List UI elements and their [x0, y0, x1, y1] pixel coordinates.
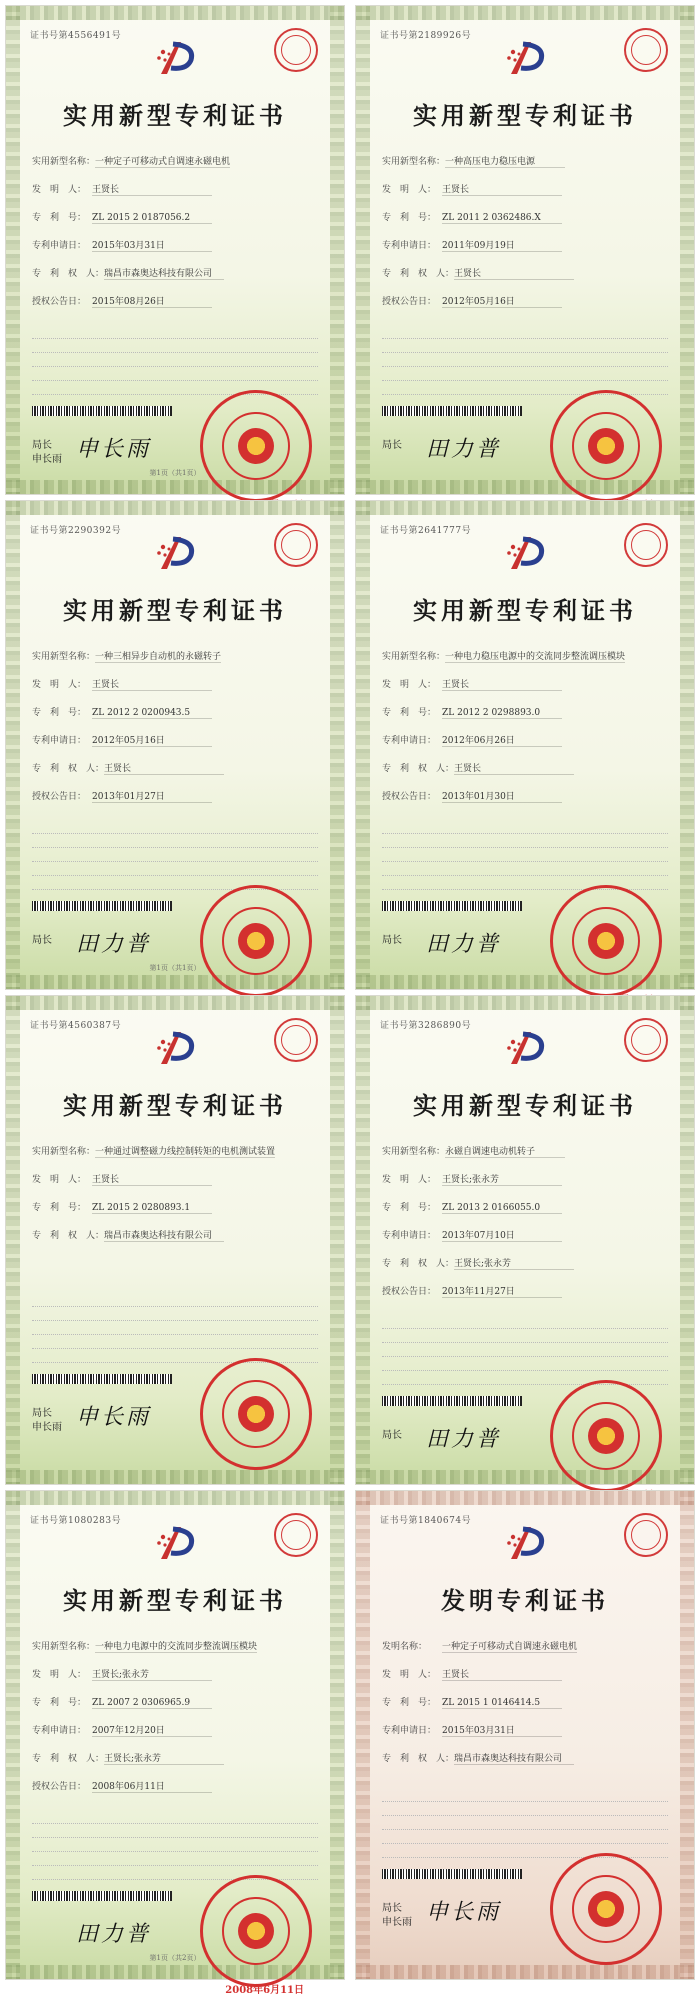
- page-number: 第1页（共1页）: [149, 469, 201, 477]
- field-label: 授权公告日：: [32, 792, 87, 802]
- small-seal-icon: [624, 28, 668, 72]
- field-label: 实用新型名称：: [382, 157, 446, 167]
- certificate-body-text: [32, 823, 318, 893]
- field-value: 2011年09月19日: [442, 238, 562, 252]
- border-decoration: [6, 6, 20, 494]
- certificate-field: [382, 238, 562, 252]
- field-value: 一种定子可移动式自调速永磁电机: [442, 1639, 577, 1653]
- certificate-field: [32, 1723, 212, 1737]
- field-value: 2008年06月11日: [92, 1779, 212, 1793]
- field-label: 实用新型名称：: [32, 652, 96, 662]
- field-value: 瑞昌市森奥达科技有限公司: [454, 1751, 574, 1765]
- national-emblem-seal-icon: [200, 390, 312, 502]
- field-label: 专 利 号：: [32, 213, 87, 223]
- certificate-field: [382, 1695, 562, 1709]
- field-value: 2007年12月20日: [92, 1723, 212, 1737]
- field-value: ZL 2012 2 0298893.0: [442, 708, 562, 719]
- certificate-title: 发明专利证书: [441, 1586, 609, 1615]
- field-value: ZL 2013 2 0166055.0: [442, 1203, 562, 1214]
- certificate-field: [382, 182, 562, 196]
- field-label: 专利申请日：: [382, 241, 437, 251]
- field-value: 王贤长;张永芳: [92, 1667, 212, 1681]
- certificate-field: [32, 705, 212, 719]
- field-value: ZL 2011 2 0362486.X: [442, 213, 562, 224]
- field-label: 专 利 权 人：: [32, 764, 105, 774]
- field-value: 一种通过调整磁力线控制转矩的电机测试装置: [95, 1144, 275, 1158]
- barcode-icon: [32, 901, 172, 911]
- certificate-field: [382, 1144, 565, 1158]
- border-decoration: [6, 996, 20, 1484]
- patent-certificate: [5, 500, 345, 990]
- certificate-number: 证书号第2290392号: [30, 526, 122, 536]
- field-value: 2012年05月16日: [442, 294, 562, 308]
- certificate-field: [382, 1256, 574, 1270]
- patent-office-logo-icon: [501, 1024, 553, 1076]
- national-emblem-seal-icon: [200, 1875, 312, 1987]
- barcode-icon: [32, 1891, 172, 1901]
- certificate-field: [382, 1284, 562, 1298]
- signature: 田力普: [426, 1427, 502, 1452]
- field-value: 王贤长: [442, 677, 562, 691]
- patent-certificate: [5, 1490, 345, 1996]
- certificate-field: [32, 1200, 212, 1214]
- certificate-number: 证书号第2641777号: [380, 526, 472, 536]
- field-label: 专 利 号：: [32, 1203, 87, 1213]
- certificate-body-text: [32, 328, 318, 398]
- field-label: 专利申请日：: [32, 1726, 87, 1736]
- official-title: 局长: [382, 1430, 402, 1441]
- field-value: 王贤长: [442, 182, 562, 196]
- patent-certificate: [5, 5, 345, 495]
- certificate-field: [382, 1667, 562, 1681]
- field-value: 2013年01月27日: [92, 789, 212, 803]
- border-decoration: [330, 6, 344, 494]
- field-label: 授权公告日：: [382, 792, 437, 802]
- certificate-field: [382, 154, 565, 168]
- field-label: 授权公告日：: [382, 297, 437, 307]
- field-value: 王贤长;张永芳: [442, 1172, 562, 1186]
- field-label: 发 明 人：: [382, 1175, 437, 1185]
- official-title: 局长: [382, 440, 402, 451]
- certificate-field: [32, 677, 212, 691]
- field-value: 2015年03月31日: [442, 1723, 562, 1737]
- small-seal-icon: [274, 523, 318, 567]
- barcode-icon: [382, 1396, 522, 1406]
- certificate-field: [32, 789, 212, 803]
- field-label: 专 利 号：: [32, 1698, 87, 1708]
- certificate-number: 证书号第4560387号: [30, 1021, 122, 1031]
- field-label: 专 利 号：: [32, 708, 87, 718]
- certificate-field: [32, 1751, 224, 1765]
- field-label: 发 明 人：: [382, 680, 437, 690]
- field-value: ZL 2007 2 0306965.9: [92, 1698, 212, 1709]
- field-label: 专 利 权 人：: [382, 269, 455, 279]
- field-value: 2013年11月27日: [442, 1284, 562, 1298]
- border-decoration: [330, 1491, 344, 1979]
- certificate-field: [32, 649, 221, 663]
- certificate-title: 实用新型专利证书: [413, 596, 637, 625]
- field-value: ZL 2015 1 0146414.5: [442, 1698, 562, 1709]
- field-value: 2013年07月10日: [442, 1228, 562, 1242]
- border-decoration: [6, 501, 344, 515]
- field-value: 王贤长;张永芳: [104, 1751, 224, 1765]
- patent-certificate: [355, 1490, 695, 1980]
- field-label: 发 明 人：: [32, 1670, 87, 1680]
- border-decoration: [680, 6, 694, 494]
- certificate-title: 实用新型专利证书: [63, 596, 287, 625]
- signature: 申长雨: [76, 437, 152, 462]
- national-emblem-seal-icon: [550, 390, 662, 502]
- field-label: 专利申请日：: [32, 736, 87, 746]
- border-decoration: [356, 996, 694, 1010]
- field-value: 王贤长: [442, 1667, 562, 1681]
- field-label: 专 利 号：: [382, 1698, 437, 1708]
- field-label: 发明名称：: [382, 1642, 428, 1652]
- certificate-field: [32, 238, 212, 252]
- field-label: 发 明 人：: [32, 680, 87, 690]
- certificate-field: [382, 1723, 562, 1737]
- patent-certificate: [355, 5, 695, 495]
- border-decoration: [330, 501, 344, 989]
- field-value: 王贤长: [104, 761, 224, 775]
- field-label: 专 利 权 人：: [382, 1259, 455, 1269]
- certificate-field: [382, 1172, 562, 1186]
- field-value: 2012年06月26日: [442, 733, 562, 747]
- patent-office-logo-icon: [151, 1519, 203, 1571]
- national-emblem-seal-icon: [550, 1380, 662, 1492]
- border-decoration: [6, 996, 344, 1010]
- border-decoration: [356, 1965, 694, 1979]
- field-label: 授权公告日：: [382, 1287, 437, 1297]
- official-title: 局长: [32, 1408, 52, 1419]
- field-value: 一种高压电力稳压电源: [445, 154, 565, 168]
- certificate-field: [382, 266, 574, 280]
- field-label: 实用新型名称：: [382, 1147, 446, 1157]
- certificate-number: 证书号第2189926号: [380, 31, 472, 41]
- signature: 申长雨: [76, 1405, 152, 1430]
- certificate-field: [32, 1144, 275, 1158]
- border-decoration: [6, 1491, 20, 1979]
- patent-office-logo-icon: [151, 1024, 203, 1076]
- field-label: 发 明 人：: [32, 185, 87, 195]
- official-title: 局长: [382, 935, 402, 946]
- field-value: 王贤长;张永芳: [454, 1256, 574, 1270]
- national-emblem-seal-icon: [200, 1358, 312, 1470]
- border-decoration: [356, 996, 370, 1484]
- field-label: 授权公告日：: [32, 1782, 87, 1792]
- certificate-body-text: [32, 1296, 318, 1366]
- barcode-icon: [382, 406, 522, 416]
- border-decoration: [6, 6, 344, 20]
- page-number: 第1页（共1页）: [149, 964, 201, 972]
- border-decoration: [680, 1491, 694, 1979]
- field-label: 专 利 权 人：: [32, 269, 105, 279]
- field-value: 王贤长: [92, 182, 212, 196]
- certificate-field: [32, 182, 212, 196]
- barcode-icon: [382, 1869, 522, 1879]
- certificate-field: [32, 294, 212, 308]
- field-label: 专 利 权 人：: [382, 764, 455, 774]
- field-label: 专利申请日：: [382, 1726, 437, 1736]
- certificate-title: 实用新型专利证书: [63, 1091, 287, 1120]
- field-value: 2013年01月30日: [442, 789, 562, 803]
- small-seal-icon: [624, 1513, 668, 1557]
- patent-certificate: [5, 995, 345, 1485]
- page-number: 第1页（共2页）: [149, 1954, 201, 1962]
- certificate-field: [382, 789, 562, 803]
- field-value: 2015年03月31日: [92, 238, 212, 252]
- signature: 申长雨: [426, 1900, 502, 1925]
- field-value: 瑞昌市森奥达科技有限公司: [104, 1228, 224, 1242]
- border-decoration: [6, 1470, 344, 1484]
- field-label: 专 利 权 人：: [382, 1754, 455, 1764]
- border-decoration: [680, 996, 694, 1484]
- official-title: 申长雨: [32, 454, 62, 465]
- field-value: 王贤长: [92, 677, 212, 691]
- small-seal-icon: [274, 1018, 318, 1062]
- field-value: 王贤长: [454, 761, 574, 775]
- barcode-icon: [32, 1374, 172, 1384]
- certificate-field: [32, 1639, 257, 1653]
- field-value: 一种定子可移动式自调速永磁电机: [95, 154, 230, 168]
- certificate-field: [32, 154, 230, 168]
- certificate-title: 实用新型专利证书: [63, 101, 287, 130]
- national-emblem-seal-icon: [550, 885, 662, 997]
- field-value: 2012年05月16日: [92, 733, 212, 747]
- field-label: 专 利 号：: [382, 213, 437, 223]
- certificate-field: [382, 1751, 574, 1765]
- certificate-field: [382, 733, 562, 747]
- field-value: ZL 2015 2 0187056.2: [92, 213, 212, 224]
- certificate-field: [32, 266, 224, 280]
- certificate-number: 证书号第1080283号: [30, 1516, 122, 1526]
- certificate-title: 实用新型专利证书: [63, 1586, 287, 1615]
- border-decoration: [356, 501, 370, 989]
- certificate-body-text: [382, 823, 668, 893]
- certificate-field: [382, 761, 574, 775]
- border-decoration: [356, 1491, 694, 1505]
- certificate-field: [382, 649, 625, 663]
- national-emblem-seal-icon: [200, 885, 312, 997]
- field-label: 实用新型名称：: [32, 1147, 96, 1157]
- official-title: 申长雨: [382, 1917, 412, 1928]
- signature: 田力普: [76, 1922, 152, 1947]
- field-label: 授权公告日：: [32, 297, 87, 307]
- field-label: 实用新型名称：: [32, 157, 96, 167]
- field-value: 一种三相异步自动机的永磁转子: [95, 649, 221, 663]
- patent-certificate: [355, 500, 695, 990]
- field-value: 王贤长: [454, 266, 574, 280]
- official-title: 局长: [32, 440, 52, 451]
- signature: 田力普: [426, 437, 502, 462]
- certificate-field: [32, 761, 224, 775]
- field-value: ZL 2015 2 0280893.1: [92, 1203, 212, 1214]
- certificate-number: 证书号第3286890号: [380, 1021, 472, 1031]
- official-title: 局长: [382, 1903, 402, 1914]
- certificate-title: 实用新型专利证书: [413, 1091, 637, 1120]
- certificate-field: [32, 1172, 212, 1186]
- field-value: 永磁自调速电动机转子: [445, 1144, 565, 1158]
- border-decoration: [6, 501, 20, 989]
- patent-office-logo-icon: [501, 1519, 553, 1571]
- field-label: 专 利 权 人：: [32, 1231, 105, 1241]
- field-label: 专利申请日：: [382, 736, 437, 746]
- certificate-field: [382, 1228, 562, 1242]
- signature: 田力普: [76, 932, 152, 957]
- certificate-body-text: [32, 1813, 318, 1883]
- certificate-field: [382, 677, 562, 691]
- certificate-number: 证书号第4556491号: [30, 31, 122, 41]
- field-label: 实用新型名称：: [32, 1642, 96, 1652]
- field-value: 一种电力稳压电源中的交流同步整流调压模块: [445, 649, 625, 663]
- field-value: 王贤长: [92, 1172, 212, 1186]
- border-decoration: [6, 1491, 344, 1505]
- border-decoration: [356, 6, 694, 20]
- field-label: 专利申请日：: [382, 1231, 437, 1241]
- border-decoration: [356, 501, 694, 515]
- patent-certificate: [355, 995, 695, 1485]
- certificate-body-text: [382, 1791, 668, 1861]
- border-decoration: [330, 996, 344, 1484]
- barcode-icon: [382, 901, 522, 911]
- certificate-field: [32, 210, 212, 224]
- field-label: 专 利 权 人：: [32, 1754, 105, 1764]
- field-label: 专 利 号：: [382, 708, 437, 718]
- small-seal-icon: [624, 523, 668, 567]
- certificate-number: 证书号第1840674号: [380, 1516, 472, 1526]
- patent-office-logo-icon: [501, 34, 553, 86]
- border-decoration: [356, 1491, 370, 1979]
- field-label: 发 明 人：: [32, 1175, 87, 1185]
- patent-office-logo-icon: [501, 529, 553, 581]
- certificate-field: [32, 1228, 224, 1242]
- field-value: 一种电力电源中的交流同步整流调压模块: [95, 1639, 257, 1653]
- national-emblem-seal-icon: [550, 1853, 662, 1965]
- certificate-field: [382, 705, 562, 719]
- certificate-body-text: [382, 328, 668, 398]
- field-value: 2015年08月26日: [92, 294, 212, 308]
- border-decoration: [680, 501, 694, 989]
- certificate-field: [32, 1667, 212, 1681]
- small-seal-icon: [274, 28, 318, 72]
- patent-office-logo-icon: [151, 529, 203, 581]
- certificate-body-text: [382, 1318, 668, 1388]
- field-label: 实用新型名称：: [382, 652, 446, 662]
- certificate-field: [382, 294, 562, 308]
- patent-office-logo-icon: [151, 34, 203, 86]
- small-seal-icon: [624, 1018, 668, 1062]
- certificate-field: [382, 1200, 562, 1214]
- field-label: 专利申请日：: [32, 241, 87, 251]
- border-decoration: [356, 6, 370, 494]
- signature: 田力普: [426, 932, 502, 957]
- certificate-field: [32, 1779, 212, 1793]
- seal-date: 2008年6月11日: [225, 1985, 304, 1996]
- field-value: ZL 2012 2 0200943.5: [92, 708, 212, 719]
- certificate-field: [382, 1639, 577, 1653]
- certificate-title: 实用新型专利证书: [413, 101, 637, 130]
- certificate-field: [32, 1695, 212, 1709]
- certificate-field: [32, 733, 212, 747]
- field-label: 发 明 人：: [382, 1670, 437, 1680]
- barcode-icon: [32, 406, 172, 416]
- official-title: 局长: [32, 935, 52, 946]
- official-title: 申长雨: [32, 1422, 62, 1433]
- certificate-field: [382, 210, 562, 224]
- field-label: 发 明 人：: [382, 185, 437, 195]
- field-label: 专 利 号：: [382, 1203, 437, 1213]
- small-seal-icon: [274, 1513, 318, 1557]
- field-value: 瑞昌市森奥达科技有限公司: [104, 266, 224, 280]
